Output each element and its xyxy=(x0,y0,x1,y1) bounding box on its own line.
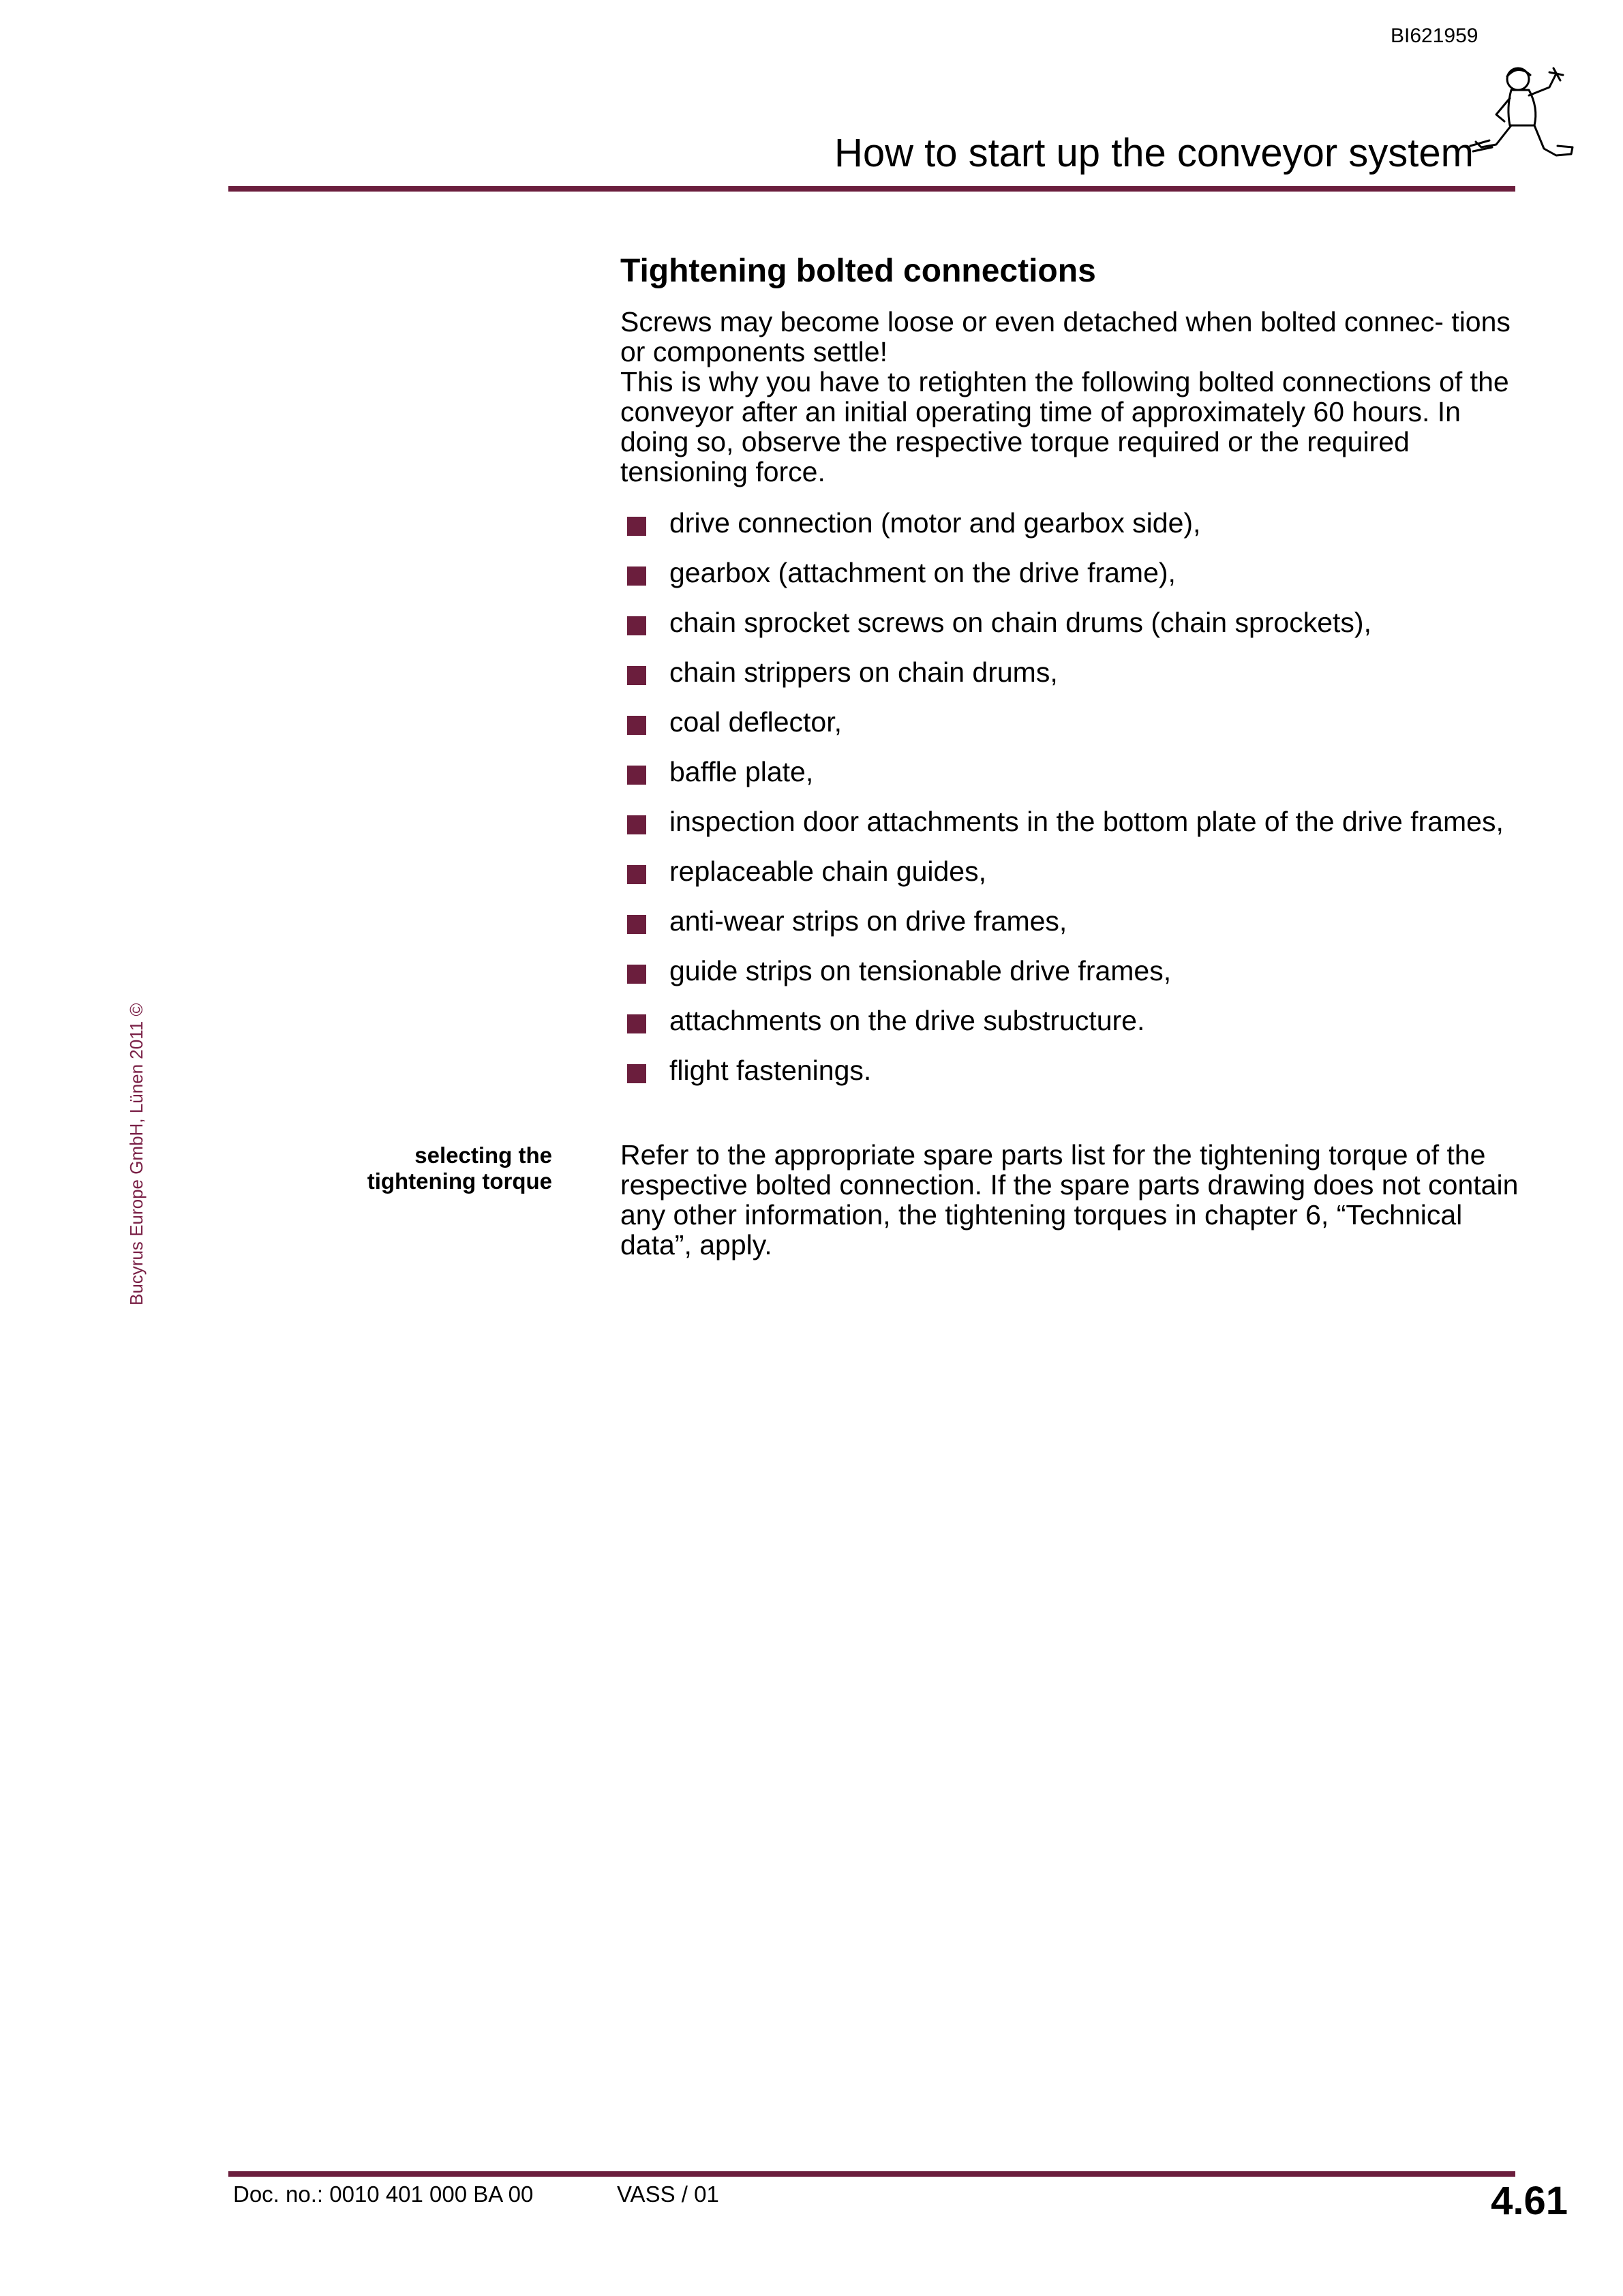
bullet-square-icon xyxy=(627,716,646,735)
list-item: guide strips on tensionable drive frames, xyxy=(620,956,1527,986)
margin-note-line-2: tightening torque xyxy=(367,1168,552,1194)
header-divider xyxy=(228,186,1515,192)
section-title: Tightening bolted connections xyxy=(620,253,1096,289)
footer-vass: VASS / 01 xyxy=(617,2181,719,2207)
list-item: anti-wear strips on drive frames, xyxy=(620,906,1527,936)
list-item: baffle plate, xyxy=(620,757,1527,787)
bullet-square-icon xyxy=(627,965,646,984)
bullet-square-icon xyxy=(627,1014,646,1033)
list-item: replaceable chain guides, xyxy=(620,856,1527,886)
list-item: chain strippers on chain drums, xyxy=(620,657,1527,687)
worker-with-wrench-icon xyxy=(1469,60,1592,176)
bullet-square-icon xyxy=(627,666,646,685)
list-item: flight fastenings. xyxy=(620,1055,1527,1085)
bullet-square-icon xyxy=(627,865,646,884)
list-item: attachments on the drive substructure. xyxy=(620,1006,1527,1036)
bullet-square-icon xyxy=(627,766,646,785)
page-number: 4.61 xyxy=(1491,2179,1568,2223)
copyright-notice: Bucyrus Europe GmbH, Lünen 2011 © xyxy=(126,1003,147,1305)
list-item: coal deflector, xyxy=(620,707,1527,737)
intro-text xyxy=(620,307,1527,487)
bullet-square-icon xyxy=(627,567,646,586)
intro-paragraph-1: Screws may become loose or even detached when bolted connec- tions or components settle! xyxy=(620,306,1511,367)
torque-paragraph: Refer to the appropriate spare parts list for the tightening torque of the respective bolted connection. If the spare parts drawing does not contain any other information, the tightening torques in chapter 6, “Technical data”, apply. xyxy=(620,1139,1519,1260)
doc-reference: BI621959 xyxy=(1391,25,1478,47)
bullet-square-icon xyxy=(627,517,646,536)
bullet-square-icon xyxy=(627,815,646,834)
bullet-square-icon xyxy=(627,616,646,635)
footer-divider xyxy=(228,2171,1515,2177)
list-item: drive connection (motor and gearbox side), xyxy=(620,508,1527,538)
page-title: How to start up the conveyor system xyxy=(834,131,1474,175)
list-item: inspection door attachments in the bottom plate of the drive frames, xyxy=(620,806,1527,836)
list-item: gearbox (attachment on the drive frame), xyxy=(620,558,1527,588)
bolted-connections-list xyxy=(620,508,1527,1105)
intro-paragraph-2: This is why you have to retighten the following bolted connections of the conveyor after an initial operating time of approximately 60 hours. In doing so, observe the respective torque required or the required tensioning force. xyxy=(620,366,1509,487)
footer-doc-number: Doc. no.: 0010 401 000 BA 00 xyxy=(233,2181,534,2207)
list-item: chain sprocket screws on chain drums (chain sprockets), xyxy=(620,607,1527,637)
margin-note xyxy=(327,1143,552,1194)
bullet-square-icon xyxy=(627,1064,646,1083)
bullet-square-icon xyxy=(627,915,646,934)
margin-note-line-1: selecting the xyxy=(414,1143,552,1168)
